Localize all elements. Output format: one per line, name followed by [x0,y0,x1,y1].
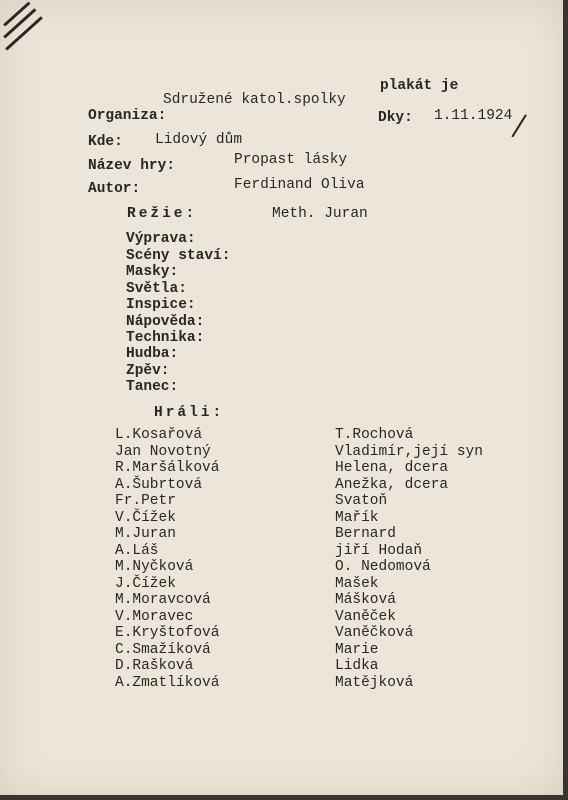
actor-name: M.Nyčková [115,559,194,575]
role-name: jiří Hodaň [335,542,423,559]
actor-name: Jan Novotný [115,443,211,460]
field-label: Zpěv: [126,363,170,379]
date-value: 1.11.1924 [434,108,513,124]
actor-name: M.Moravcová [115,592,211,608]
actor-name: R.Maršálková [115,460,220,476]
actor-name: J.Čížek [115,575,176,592]
actor-name: Fr.Petr [115,493,176,509]
date-label: Dky: [378,110,413,126]
role-name: Vladimír,její syn [335,443,483,460]
cast-row [0,477,563,494]
cast-row [0,559,563,576]
organization-label: Organiza: [88,108,167,124]
cast-row [0,526,563,543]
actor-name: E.Kryštofová [115,625,220,641]
role-name: Marie [335,641,379,658]
cast-row [0,675,563,692]
role-name: Anežka, dcera [335,476,449,493]
play-title-label: Název hry: [88,158,176,174]
role-name: Lidka [335,658,379,674]
actor-name: L.Kosařová [115,427,203,443]
role-name: Vaněčková [335,625,414,641]
field-label: Tanec: [126,379,179,395]
role-name: Bernard [335,526,396,542]
cast-row [0,576,563,593]
venue-label: Kde: [88,134,123,150]
actor-name: M.Juran [115,526,176,542]
cast-row [0,625,563,642]
cast-row [0,592,563,609]
role-name: Mášková [335,592,396,608]
director-value: Meth. Juran [272,206,368,222]
cast-row [0,427,563,444]
field-label: Nápověda: [126,314,205,330]
venue-value: Lidový dům [155,132,243,148]
role-name: Vaněček [335,608,396,625]
cast-row [0,444,563,461]
cast-row [0,460,563,477]
actor-name: A.Láš [115,542,159,559]
check-mark [511,114,526,137]
cast-row [0,658,563,675]
play-title-value: Propast lásky [234,152,348,168]
cast-row [0,642,563,659]
actor-name: A.Zmatlíková [115,674,220,691]
cast-row [0,510,563,527]
role-name: T.Rochová [335,427,414,443]
role-name: Helena, dcera [335,460,449,476]
role-name: O. Nedomová [335,559,431,575]
field-label: Světla: [126,281,187,297]
actor-name: V.Čížek [115,509,176,526]
actor-name: C.Smažíková [115,641,211,658]
role-name: Mařík [335,509,379,526]
author-value: Ferdinand Oliva [234,177,365,193]
actor-name: D.Rašková [115,658,194,674]
field-label: Hudba: [126,346,179,362]
field-label: Inspice: [126,297,196,313]
director-label: Režie: [127,206,198,222]
cast-row [0,493,563,510]
organization-value: Sdružené katol.spolky [163,92,346,108]
cast-row [0,543,563,560]
field-label: Výprava: [126,231,196,247]
cast-heading: Hráli: [154,405,225,421]
poster-note: plakát je [380,78,459,94]
role-name: Mašek [335,575,379,592]
author-label: Autor: [88,181,141,197]
actor-name: A.Šubrtová [115,476,203,493]
field-label: Masky: [126,264,179,280]
actor-name: V.Moravec [115,608,194,625]
field-label: Technika: [126,330,205,346]
role-name: Matějková [335,674,414,691]
role-name: Svatoň [335,493,388,509]
field-label: Scény staví: [126,248,231,264]
cast-row [0,609,563,626]
